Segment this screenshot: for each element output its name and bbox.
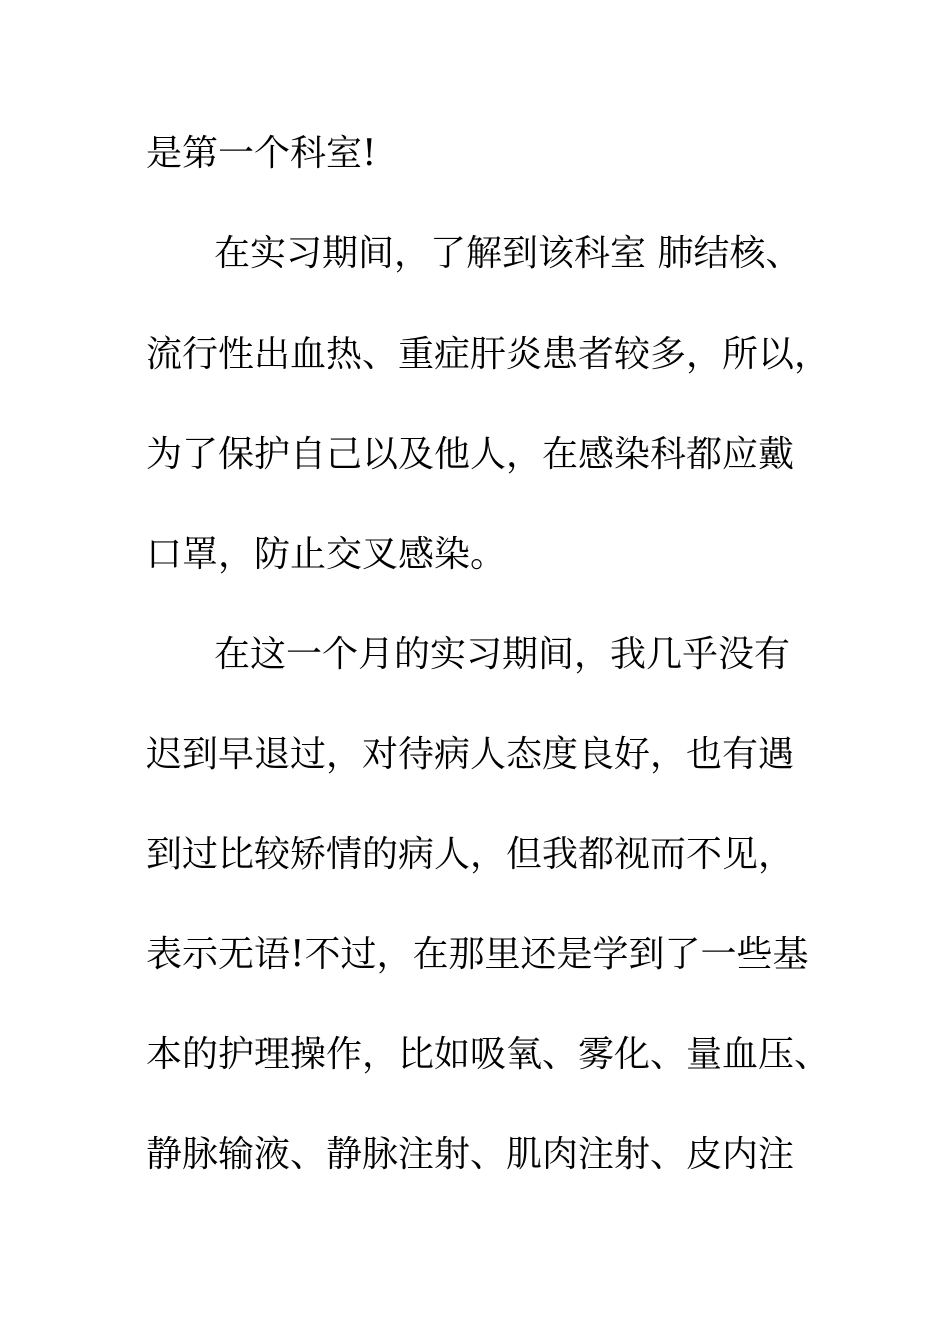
text-line: 静脉输液、静脉注射、肌肉注射、皮内注 [146,1134,795,1175]
text-line: 表示无语!不过，在那里还是学到了一些基 [146,934,809,975]
text-line: 本的护理操作，比如吸氧、雾化、量血压、 [146,1034,831,1075]
text-line: 迟到早退过，对待病人态度良好，也有遇 [146,734,795,775]
paragraph-first-line: 在实习期间，了解到该科室 肺结核、 [214,233,802,274]
paragraph-first-line: 在这一个月的实习期间，我几乎没有 [214,634,791,675]
text-line: 到过比较矫情的病人，但我都视而不见， [146,834,795,875]
text-line: 流行性出血热、重症肝炎患者较多，所以， [146,334,831,375]
text-line: 为了保护自己以及他人，在感染科都应戴 [146,434,795,475]
text-line: 是第一个科室! [146,133,377,174]
text-line: 口罩，防止交叉感染。 [146,534,507,575]
